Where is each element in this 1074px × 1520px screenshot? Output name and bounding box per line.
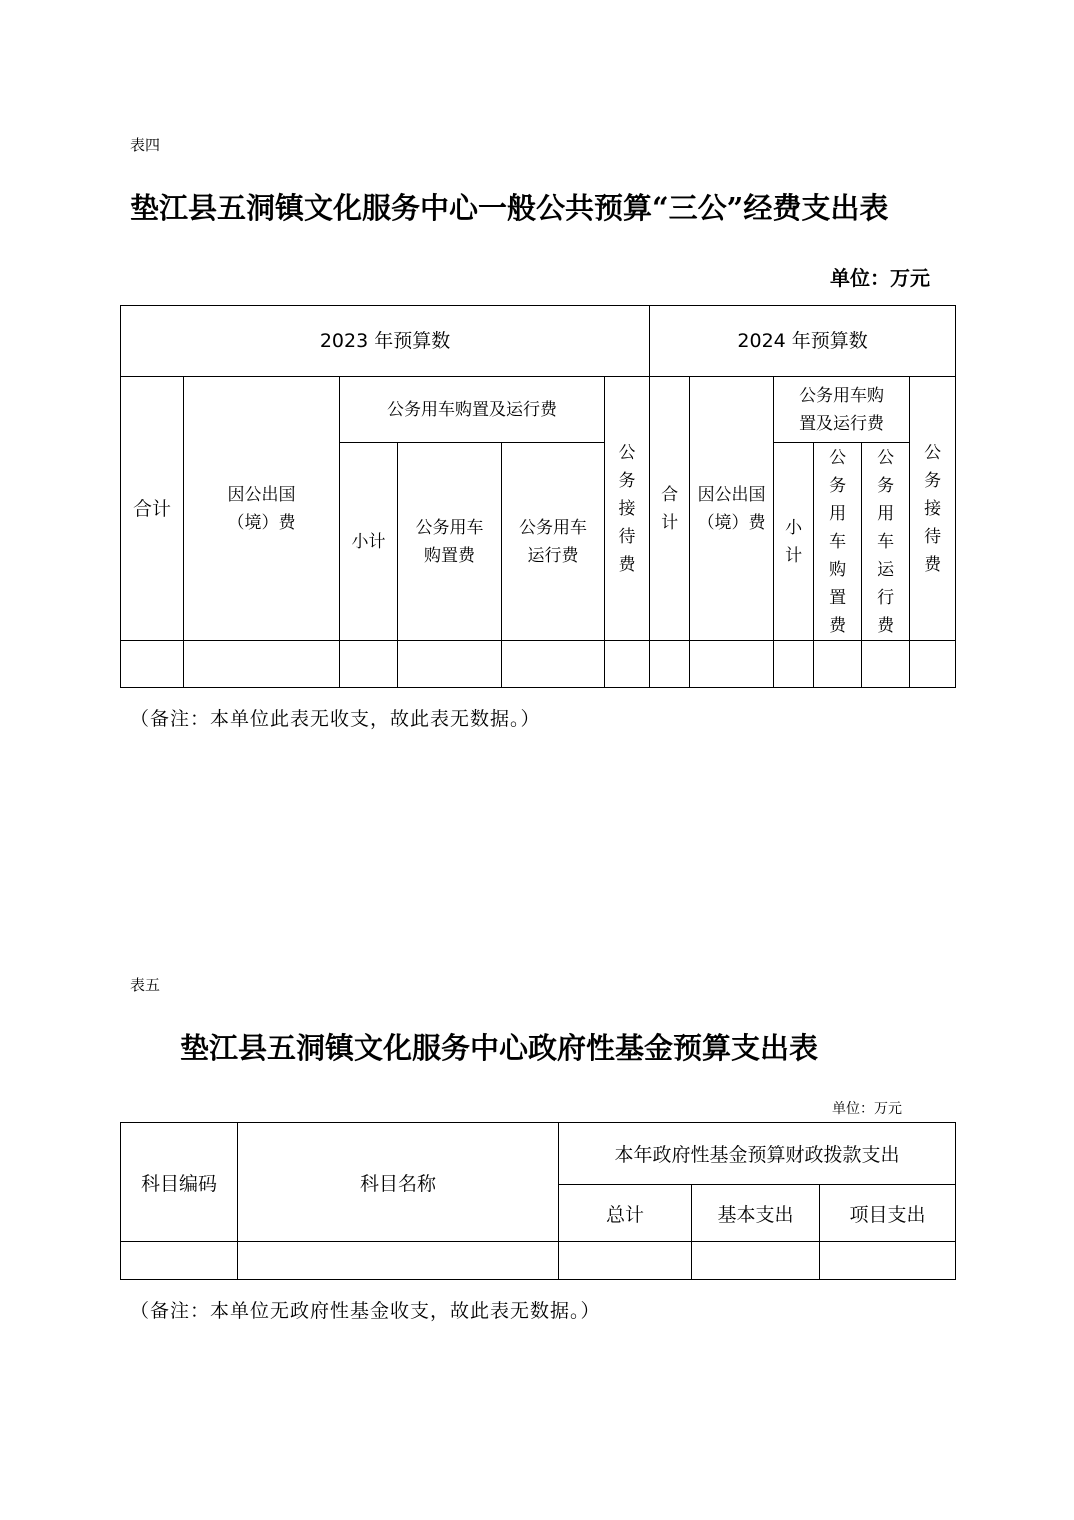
header-2024-vehicle-group: 公务用车购置及运行费 [774,377,910,443]
table5-note: （备注：本单位无政府性基金收支，故此表无数据。） [130,1300,601,1322]
table5-label: 表五 [130,976,161,994]
header-2023-total: 合计 [121,377,184,641]
table-cell [340,641,398,688]
header-project-expenditure: 项目支出 [820,1185,956,1242]
header-2024-vehicle-purchase: 公务用车购置费 [814,443,862,641]
header-subject-code: 科目编码 [121,1123,238,1242]
table-row [121,1242,956,1280]
table-cell [650,641,690,688]
table-cell [398,641,502,688]
table-cell [121,641,184,688]
table-cell [238,1242,559,1280]
table-cell [862,641,910,688]
table-cell [820,1242,956,1280]
header-2023-reception: 公务接待费 [605,377,650,641]
header-2024-budget: 2024 年预算数 [650,306,956,377]
table-cell [910,641,956,688]
table4-label: 表四 [130,136,161,154]
header-2024-vehicle-operation: 公务用车运行费 [862,443,910,641]
header-subject-name: 科目名称 [238,1123,559,1242]
table-cell [559,1242,692,1280]
table4-unit: 单位：万元 [830,266,930,290]
header-grand-total: 总计 [559,1185,692,1242]
header-2024-abroad: 因公出国（境）费 [690,377,774,641]
header-2023-vehicle-operation: 公务用车运行费 [502,443,605,641]
table-cell [690,641,774,688]
table-cell [814,641,862,688]
table-cell [502,641,605,688]
header-2023-vehicle-group: 公务用车购置及运行费 [340,377,605,443]
header-2023-vehicle-purchase: 公务用车购置费 [398,443,502,641]
table4-three-public-expenses [120,305,956,688]
header-2023-subtotal: 小计 [340,443,398,641]
table-cell [184,641,340,688]
header-basic-expenditure: 基本支出 [692,1185,820,1242]
table-cell [121,1242,238,1280]
table4-note: （备注：本单位此表无收支，故此表无数据。） [130,708,541,730]
table-row [121,641,956,688]
header-2024-subtotal: 小计 [774,443,814,641]
table4-title: 垫江县五洞镇文化服务中心一般公共预算“三公”经费支出表 [130,191,889,225]
header-2023-abroad: 因公出国（境）费 [184,377,340,641]
header-2024-reception: 公务接待费 [910,377,956,641]
table-cell [774,641,814,688]
header-2023-budget: 2023 年预算数 [121,306,650,377]
table5-government-fund-expenditure [120,1122,956,1280]
header-2024-total: 合计 [650,377,690,641]
table5-title: 垫江县五洞镇文化服务中心政府性基金预算支出表 [180,1031,819,1065]
table-cell [692,1242,820,1280]
table5-unit: 单位：万元 [832,1101,902,1117]
table-cell [605,641,650,688]
header-fund-expenditure-group: 本年政府性基金预算财政拨款支出 [559,1123,956,1185]
